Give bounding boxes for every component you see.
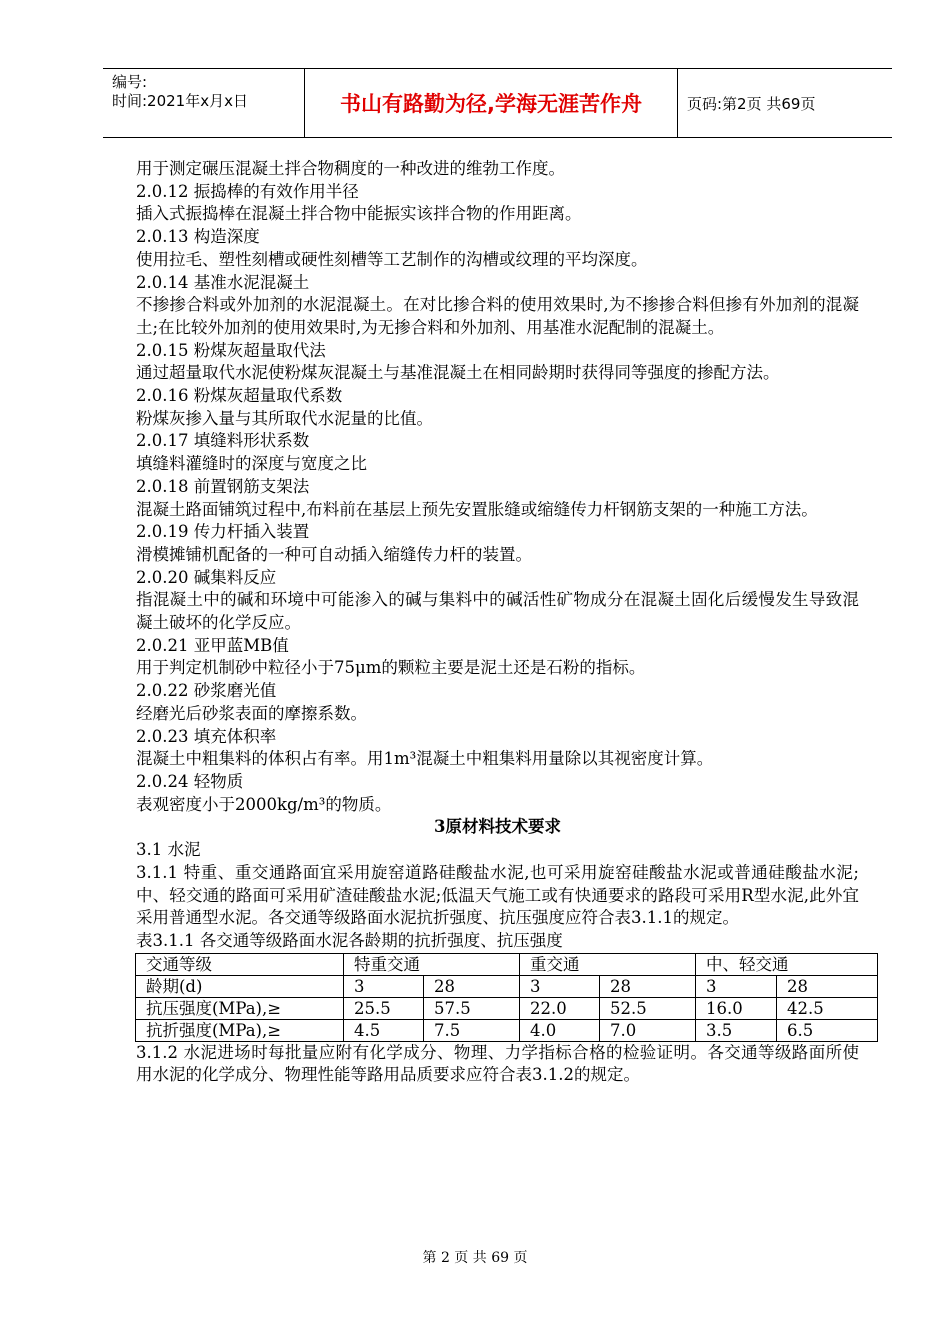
number-label: 编号: [112, 73, 148, 91]
table-cell: 3.5 [696, 1019, 777, 1041]
term-heading: 2.0.14 基准水泥混凝土 [136, 272, 310, 292]
text-line: 使用拉毛、塑性刻槽或硬性刻槽等工艺制作的沟槽或纹理的平均深度。 [136, 249, 648, 269]
table-cell: 25.5 [344, 997, 424, 1019]
table-cell: 7.5 [424, 1019, 520, 1041]
table-cell: 6.5 [777, 1019, 878, 1041]
text-line: 粉煤灰掺入量与其所取代水泥量的比值。 [136, 408, 433, 428]
table-header-cell: 中、轻交通 [696, 953, 878, 975]
table-cell: 3 [344, 975, 424, 997]
text-line: 通过超量取代水泥使粉煤灰混凝土与基准混凝土在相同龄期时获得同等强度的掺配方法。 [136, 363, 780, 383]
header-motto: 书山有路勤为径,学海无涯苦作舟 [304, 69, 678, 137]
header-meta [103, 69, 304, 137]
strength-table [135, 953, 878, 1042]
term-heading: 2.0.23 填充体积率 [136, 726, 277, 746]
table-cell: 3 [520, 975, 600, 997]
time-label: 时间:2021年x月x日 [112, 92, 248, 110]
sub-heading: 3.1 水泥 [136, 840, 201, 860]
page-footer: 第 2 页 共 69 页 [422, 1250, 528, 1266]
text-line: 混凝土路面铺筑过程中,布料前在基层上预先安置胀缝或缩缝传力杆钢筋支架的一种施工方法。 [136, 499, 818, 519]
term-heading: 2.0.24 轻物质 [136, 771, 244, 791]
section-title: 3原材料技术要求 [434, 817, 561, 837]
paragraph-3-1-1: 3.1.1 特重、重交通路面宜采用旋窑道路硅酸盐水泥,也可采用旋窑硅酸盐水泥或普通硅酸盐水泥;中、轻交通的路面可采用矿渣硅酸盐水泥;低温天气施工或有快通要求的路段可采用R型水泥,此外宜采用普通型水泥。各交通等级路面水泥抗折强度、抗压强度应符合表3.1.1的规定。 [136, 862, 859, 928]
table-cell: 抗压强度(MPa),≥ [136, 997, 344, 1019]
text-line: 指混凝土中的碱和环境中可能渗入的碱与集料中的碱活性矿物成分在混凝土固化后缓慢发生导致混凝土破坏的化学反应。 [136, 590, 859, 633]
header-page-info: 页码:第2页 共69页 [687, 94, 816, 113]
text-line: 表观密度小于2000kg/m³的物质。 [136, 794, 392, 814]
term-heading: 2.0.19 传力杆插入装置 [136, 522, 310, 542]
table-cell: 7.0 [600, 1019, 696, 1041]
text-line: 不掺掺合料或外加剂的水泥混凝土。在对比掺合料的使用效果时,为不掺掺合料但掺有外加剂的混凝土;在比较外加剂的使用效果时,为无掺合料和外加剂、用基准水泥配制的混凝土。 [136, 295, 859, 337]
document-body [136, 158, 859, 1087]
term-heading: 2.0.12 振捣棒的有效作用半径 [136, 181, 359, 201]
table-cell: 抗折强度(MPa),≥ [136, 1019, 344, 1041]
table-cell: 3 [696, 975, 777, 997]
term-heading: 2.0.18 前置钢筋支架法 [136, 476, 310, 496]
table-row [136, 997, 878, 1019]
table-cell: 28 [777, 975, 878, 997]
table-cell: 42.5 [777, 997, 878, 1019]
term-heading: 2.0.22 砂浆磨光值 [136, 681, 277, 701]
table-row [136, 1019, 878, 1041]
table-header-cell: 重交通 [520, 953, 696, 975]
term-heading: 2.0.16 粉煤灰超量取代系数 [136, 386, 343, 406]
text-line: 填缝料灌缝时的深度与宽度之比 [136, 454, 367, 474]
table-cell: 52.5 [600, 997, 696, 1019]
term-heading: 2.0.17 填缝料形状系数 [136, 431, 310, 451]
table-cell: 28 [600, 975, 696, 997]
paragraph-3-1-2: 3.1.2 水泥进场时每批量应附有化学成分、物理、力学指标合格的检验证明。各交通等级路面所使用水泥的化学成分、物理性能等路用品质要求应符合表3.1.2的规定。 [136, 1042, 859, 1085]
term-heading: 2.0.15 粉煤灰超量取代法 [136, 340, 326, 360]
text-line: 用于判定机制砂中粒径小于75μm的颗粒主要是泥土还是石粉的指标。 [136, 658, 646, 678]
table-cell: 28 [424, 975, 520, 997]
text-line: 混凝土中粗集料的体积占有率。用1m³混凝土中粗集料用量除以其视密度计算。 [136, 749, 714, 769]
table-row [136, 975, 878, 997]
text-line: 用于测定碾压混凝土拌合物稠度的一种改进的维勃工作度。 [136, 159, 565, 178]
table-cell: 4.0 [520, 1019, 600, 1041]
table-cell: 4.5 [344, 1019, 424, 1041]
term-heading: 2.0.20 碱集料反应 [136, 567, 277, 587]
text-line: 经磨光后砂浆表面的摩擦系数。 [136, 703, 367, 723]
table-header-cell: 特重交通 [344, 953, 520, 975]
table-cell: 16.0 [696, 997, 777, 1019]
text-line: 插入式振捣棒在混凝土拌合物中能振实该拌合物的作用距离。 [136, 204, 582, 224]
text-line: 滑模摊铺机配备的一种可自动插入缩缝传力杆的装置。 [136, 544, 532, 564]
table-header-row [136, 953, 878, 975]
term-heading: 2.0.21 亚甲蓝MB值 [136, 635, 289, 655]
table-cell: 龄期(d) [136, 975, 344, 997]
table-cell: 22.0 [520, 997, 600, 1019]
page-header [103, 68, 892, 138]
table-caption: 表3.1.1 各交通等级路面水泥各龄期的抗折强度、抗压强度 [136, 930, 563, 950]
term-heading: 2.0.13 构造深度 [136, 227, 260, 247]
table-header-cell: 交通等级 [136, 953, 344, 975]
table-cell: 57.5 [424, 997, 520, 1019]
